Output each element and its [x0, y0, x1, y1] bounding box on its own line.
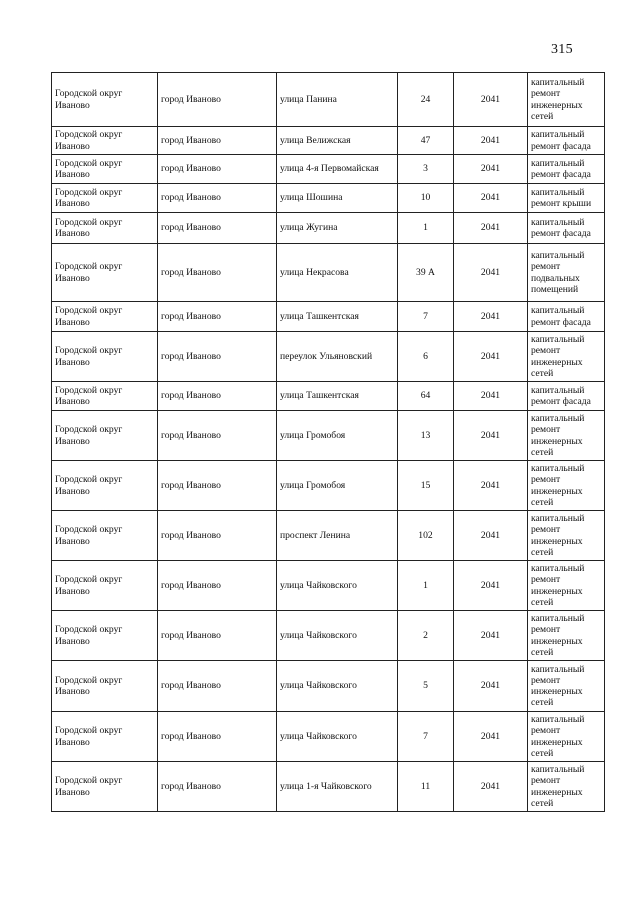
year-cell: 2041: [454, 332, 528, 382]
district-cell: Городской округ Иваново: [52, 461, 158, 511]
city-cell: город Иваново: [158, 332, 277, 382]
work-type-cell: капитальный ремонт фасада: [528, 127, 605, 155]
street-cell: улица Жугина: [277, 213, 398, 244]
district-cell: Городской округ Иваново: [52, 213, 158, 244]
district-cell: Городской округ Иваново: [52, 411, 158, 461]
city-cell: город Иваново: [158, 762, 277, 812]
street-cell: улица Ташкентская: [277, 382, 398, 411]
house-number-cell: 24: [398, 73, 454, 127]
house-number-cell: 5: [398, 661, 454, 712]
work-type-cell: капитальный ремонт фасада: [528, 213, 605, 244]
year-cell: 2041: [454, 127, 528, 155]
house-number-cell: 102: [398, 511, 454, 561]
city-cell: город Иваново: [158, 244, 277, 302]
district-cell: Городской округ Иваново: [52, 611, 158, 661]
work-type-cell: капитальный ремонт инженерных сетей: [528, 762, 605, 812]
table-row: [52, 127, 605, 155]
district-cell: Городской округ Иваново: [52, 332, 158, 382]
year-cell: 2041: [454, 155, 528, 184]
district-cell: Городской округ Иваново: [52, 661, 158, 712]
table-row: [52, 332, 605, 382]
street-cell: проспект Ленина: [277, 511, 398, 561]
street-cell: улица Чайковского: [277, 561, 398, 611]
city-cell: город Иваново: [158, 73, 277, 127]
city-cell: город Иваново: [158, 611, 277, 661]
year-cell: 2041: [454, 461, 528, 511]
house-number-cell: 39 А: [398, 244, 454, 302]
district-cell: Городской округ Иваново: [52, 302, 158, 332]
table-row: [52, 302, 605, 332]
district-cell: Городской округ Иваново: [52, 712, 158, 762]
table-row: [52, 411, 605, 461]
table-row: [52, 155, 605, 184]
street-cell: улица Шошина: [277, 184, 398, 213]
repair-schedule-table: [51, 72, 605, 812]
city-cell: город Иваново: [158, 661, 277, 712]
city-cell: город Иваново: [158, 127, 277, 155]
street-cell: улица Панина: [277, 73, 398, 127]
work-type-cell: капитальный ремонт инженерных сетей: [528, 73, 605, 127]
table-row: [52, 73, 605, 127]
house-number-cell: 15: [398, 461, 454, 511]
house-number-cell: 6: [398, 332, 454, 382]
street-cell: улица Велижская: [277, 127, 398, 155]
house-number-cell: 64: [398, 382, 454, 411]
year-cell: 2041: [454, 302, 528, 332]
city-cell: город Иваново: [158, 511, 277, 561]
table-row: [52, 244, 605, 302]
work-type-cell: капитальный ремонт инженерных сетей: [528, 712, 605, 762]
house-number-cell: 2: [398, 611, 454, 661]
work-type-cell: капитальный ремонт подвальных помещений: [528, 244, 605, 302]
work-type-cell: капитальный ремонт инженерных сетей: [528, 411, 605, 461]
year-cell: 2041: [454, 661, 528, 712]
street-cell: улица Чайковского: [277, 712, 398, 762]
house-number-cell: 7: [398, 302, 454, 332]
work-type-cell: капитальный ремонт фасада: [528, 302, 605, 332]
city-cell: город Иваново: [158, 184, 277, 213]
work-type-cell: капитальный ремонт инженерных сетей: [528, 561, 605, 611]
city-cell: город Иваново: [158, 712, 277, 762]
district-cell: Городской округ Иваново: [52, 762, 158, 812]
city-cell: город Иваново: [158, 213, 277, 244]
page-number: 315: [551, 42, 573, 57]
year-cell: 2041: [454, 184, 528, 213]
city-cell: город Иваново: [158, 561, 277, 611]
city-cell: город Иваново: [158, 382, 277, 411]
house-number-cell: 1: [398, 213, 454, 244]
house-number-cell: 10: [398, 184, 454, 213]
year-cell: 2041: [454, 762, 528, 812]
city-cell: город Иваново: [158, 411, 277, 461]
year-cell: 2041: [454, 213, 528, 244]
street-cell: улица 1-я Чайковского: [277, 762, 398, 812]
work-type-cell: капитальный ремонт фасада: [528, 382, 605, 411]
street-cell: улица Чайковского: [277, 611, 398, 661]
district-cell: Городской округ Иваново: [52, 127, 158, 155]
work-type-cell: капитальный ремонт инженерных сетей: [528, 661, 605, 712]
district-cell: Городской округ Иваново: [52, 511, 158, 561]
house-number-cell: 7: [398, 712, 454, 762]
table-row: [52, 382, 605, 411]
street-cell: улица 4-я Первомайская: [277, 155, 398, 184]
year-cell: 2041: [454, 712, 528, 762]
table-row: [52, 561, 605, 611]
house-number-cell: 47: [398, 127, 454, 155]
year-cell: 2041: [454, 511, 528, 561]
city-cell: город Иваново: [158, 461, 277, 511]
district-cell: Городской округ Иваново: [52, 184, 158, 213]
house-number-cell: 3: [398, 155, 454, 184]
work-type-cell: капитальный ремонт крыши: [528, 184, 605, 213]
table-row: [52, 611, 605, 661]
year-cell: 2041: [454, 382, 528, 411]
district-cell: Городской округ Иваново: [52, 382, 158, 411]
table-row: [52, 184, 605, 213]
street-cell: улица Некрасова: [277, 244, 398, 302]
district-cell: Городской округ Иваново: [52, 73, 158, 127]
work-type-cell: капитальный ремонт инженерных сетей: [528, 511, 605, 561]
table-row: [52, 762, 605, 812]
work-type-cell: капитальный ремонт фасада: [528, 155, 605, 184]
year-cell: 2041: [454, 611, 528, 661]
work-type-cell: капитальный ремонт инженерных сетей: [528, 332, 605, 382]
table-row: [52, 661, 605, 712]
street-cell: улица Чайковского: [277, 661, 398, 712]
table-row: [52, 712, 605, 762]
work-type-cell: капитальный ремонт инженерных сетей: [528, 461, 605, 511]
district-cell: Городской округ Иваново: [52, 244, 158, 302]
year-cell: 2041: [454, 244, 528, 302]
year-cell: 2041: [454, 411, 528, 461]
year-cell: 2041: [454, 561, 528, 611]
street-cell: улица Громобоя: [277, 411, 398, 461]
street-cell: переулок Ульяновский: [277, 332, 398, 382]
year-cell: 2041: [454, 73, 528, 127]
street-cell: улица Ташкентская: [277, 302, 398, 332]
city-cell: город Иваново: [158, 155, 277, 184]
house-number-cell: 11: [398, 762, 454, 812]
house-number-cell: 13: [398, 411, 454, 461]
house-number-cell: 1: [398, 561, 454, 611]
street-cell: улица Громобоя: [277, 461, 398, 511]
table-row: [52, 511, 605, 561]
table-row: [52, 461, 605, 511]
table-row: [52, 213, 605, 244]
district-cell: Городской округ Иваново: [52, 561, 158, 611]
work-type-cell: капитальный ремонт инженерных сетей: [528, 611, 605, 661]
district-cell: Городской округ Иваново: [52, 155, 158, 184]
city-cell: город Иваново: [158, 302, 277, 332]
